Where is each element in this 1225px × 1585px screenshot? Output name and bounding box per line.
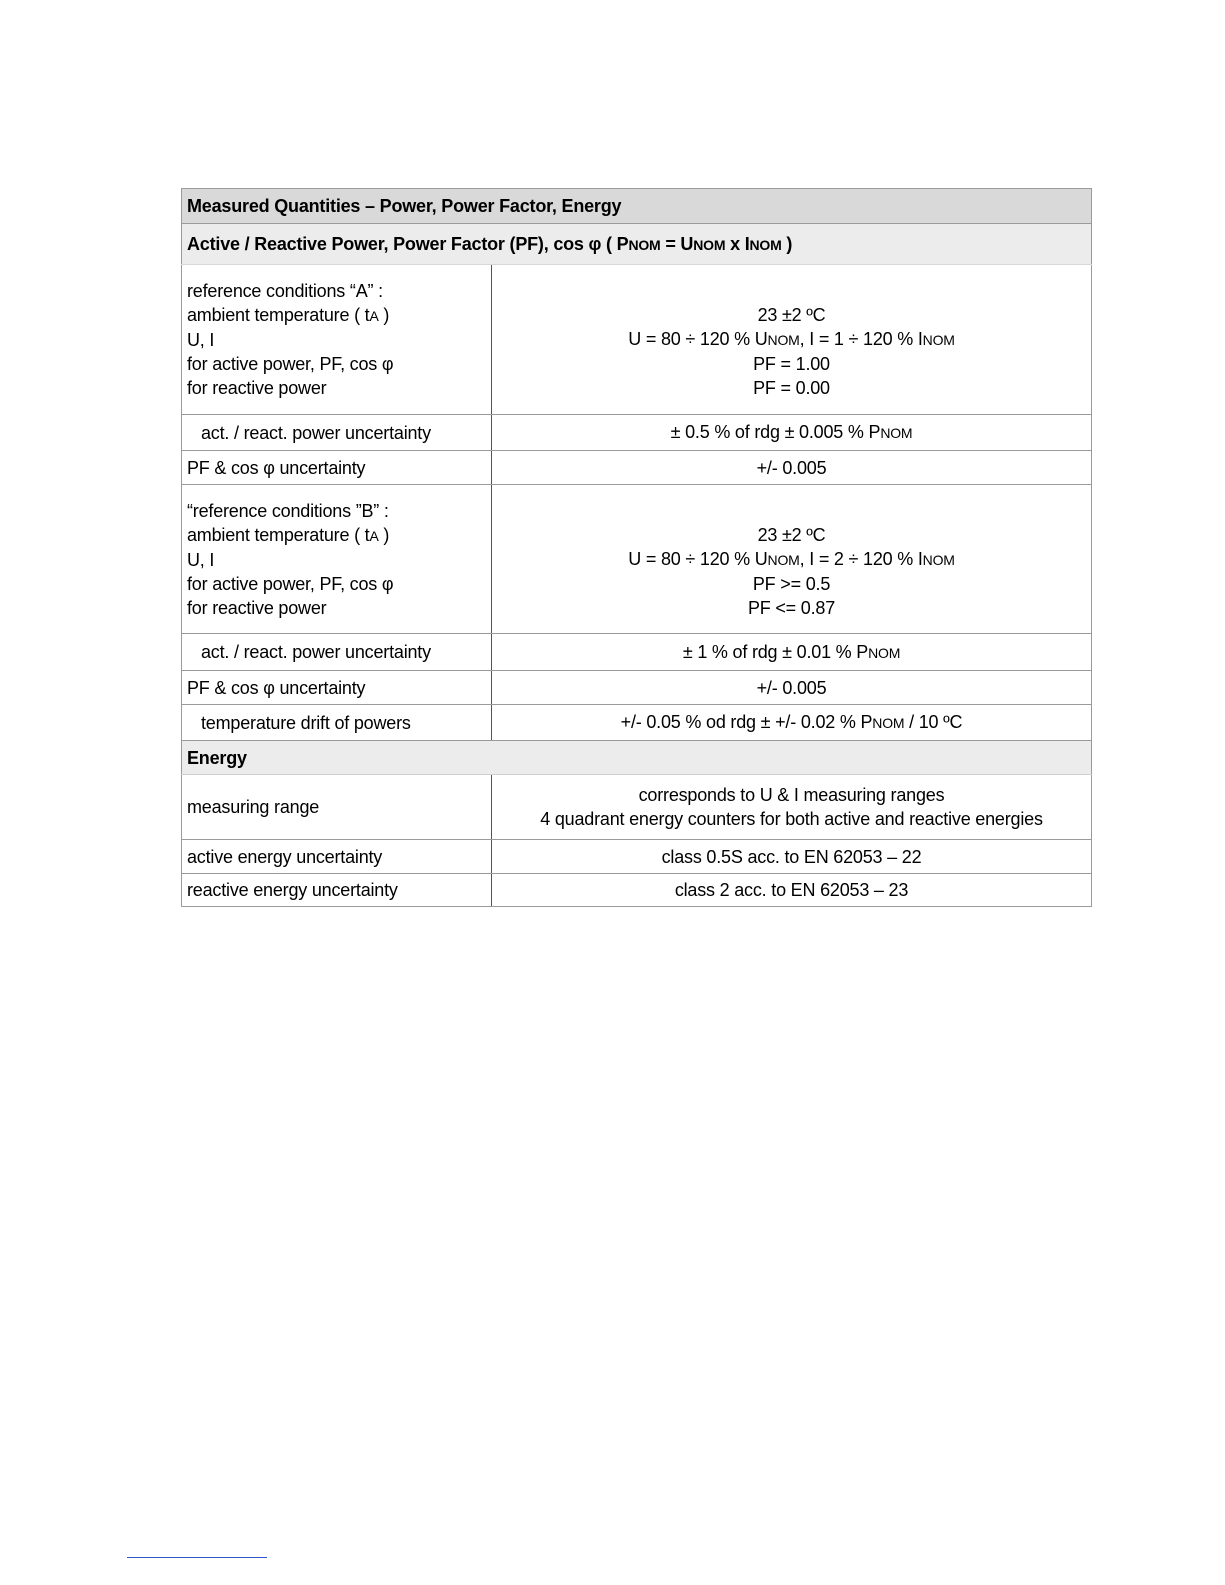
reactive-energy-uncertainty-label: reactive energy uncertainty bbox=[182, 874, 492, 907]
ref-a-pf-uncertainty-value: +/- 0.005 bbox=[492, 451, 1092, 485]
temperature-drift-value: +/- 0.05 % od rdg ± +/- 0.02 % PNOM / 10 ºC bbox=[492, 705, 1092, 741]
ref-a-pf-uncertainty-label: PF & cos φ uncertainty bbox=[182, 451, 492, 485]
measuring-range-value: corresponds to U & I measuring ranges 4 quadrant energy counters for both active and reactive energies bbox=[492, 775, 1092, 840]
reactive-energy-uncertainty-value: class 2 acc. to EN 62053 – 23 bbox=[492, 874, 1092, 907]
ref-b-power-uncertainty-label: act. / react. power uncertainty bbox=[182, 634, 492, 671]
ref-b-pf-uncertainty-row bbox=[182, 671, 1092, 705]
power-section-row bbox=[182, 224, 1092, 265]
active-energy-uncertainty-label: active energy uncertainty bbox=[182, 840, 492, 874]
ref-conditions-b-label: “reference conditions ”B” : ambient temperature ( tA ) U, I for active power, PF, cos φ for reactive power bbox=[182, 485, 492, 634]
ref-conditions-a-row bbox=[182, 265, 1092, 415]
power-section-title: Active / Reactive Power, Power Factor (PF), cos φ ( PNOM = UNOM x INOM ) bbox=[182, 224, 1092, 265]
specification-table bbox=[181, 188, 1092, 907]
ref-b-power-uncertainty-value: ± 1 % of rdg ± 0.01 % PNOM bbox=[492, 634, 1092, 671]
active-energy-uncertainty-value: class 0.5S acc. to EN 62053 – 22 bbox=[492, 840, 1092, 874]
ref-conditions-b-row bbox=[182, 485, 1092, 634]
measuring-range-row bbox=[182, 775, 1092, 840]
temperature-drift-label: temperature drift of powers bbox=[182, 705, 492, 741]
ref-conditions-b-value: 23 ±2 ºC U = 80 ÷ 120 % UNOM, I = 2 ÷ 120 % INOM PF >= 0.5 PF <= 0.87 bbox=[492, 485, 1092, 634]
ref-a-power-uncertainty-value: ± 0.5 % of rdg ± 0.005 % PNOM bbox=[492, 415, 1092, 451]
table-title: Measured Quantities – Power, Power Factor, Energy bbox=[182, 189, 1092, 224]
energy-section-row bbox=[182, 741, 1092, 775]
ref-b-pf-uncertainty-value: +/- 0.005 bbox=[492, 671, 1092, 705]
footnote-separator-line bbox=[127, 1557, 267, 1558]
ref-conditions-a-label: reference conditions “A” : ambient temperature ( tA ) U, I for active power, PF, cos φ for reactive power bbox=[182, 265, 492, 415]
ref-a-power-uncertainty-label: act. / react. power uncertainty bbox=[182, 415, 492, 451]
temperature-drift-row bbox=[182, 705, 1092, 741]
measuring-range-label: measuring range bbox=[182, 775, 492, 840]
ref-a-power-uncertainty-row bbox=[182, 415, 1092, 451]
energy-section-title: Energy bbox=[182, 741, 1092, 775]
ref-a-pf-uncertainty-row bbox=[182, 451, 1092, 485]
table-header-row bbox=[182, 189, 1092, 224]
reactive-energy-uncertainty-row bbox=[182, 874, 1092, 907]
ref-b-pf-uncertainty-label: PF & cos φ uncertainty bbox=[182, 671, 492, 705]
ref-conditions-a-value: 23 ±2 ºC U = 80 ÷ 120 % UNOM, I = 1 ÷ 120 % INOM PF = 1.00 PF = 0.00 bbox=[492, 265, 1092, 415]
ref-b-power-uncertainty-row bbox=[182, 634, 1092, 671]
active-energy-uncertainty-row bbox=[182, 840, 1092, 874]
